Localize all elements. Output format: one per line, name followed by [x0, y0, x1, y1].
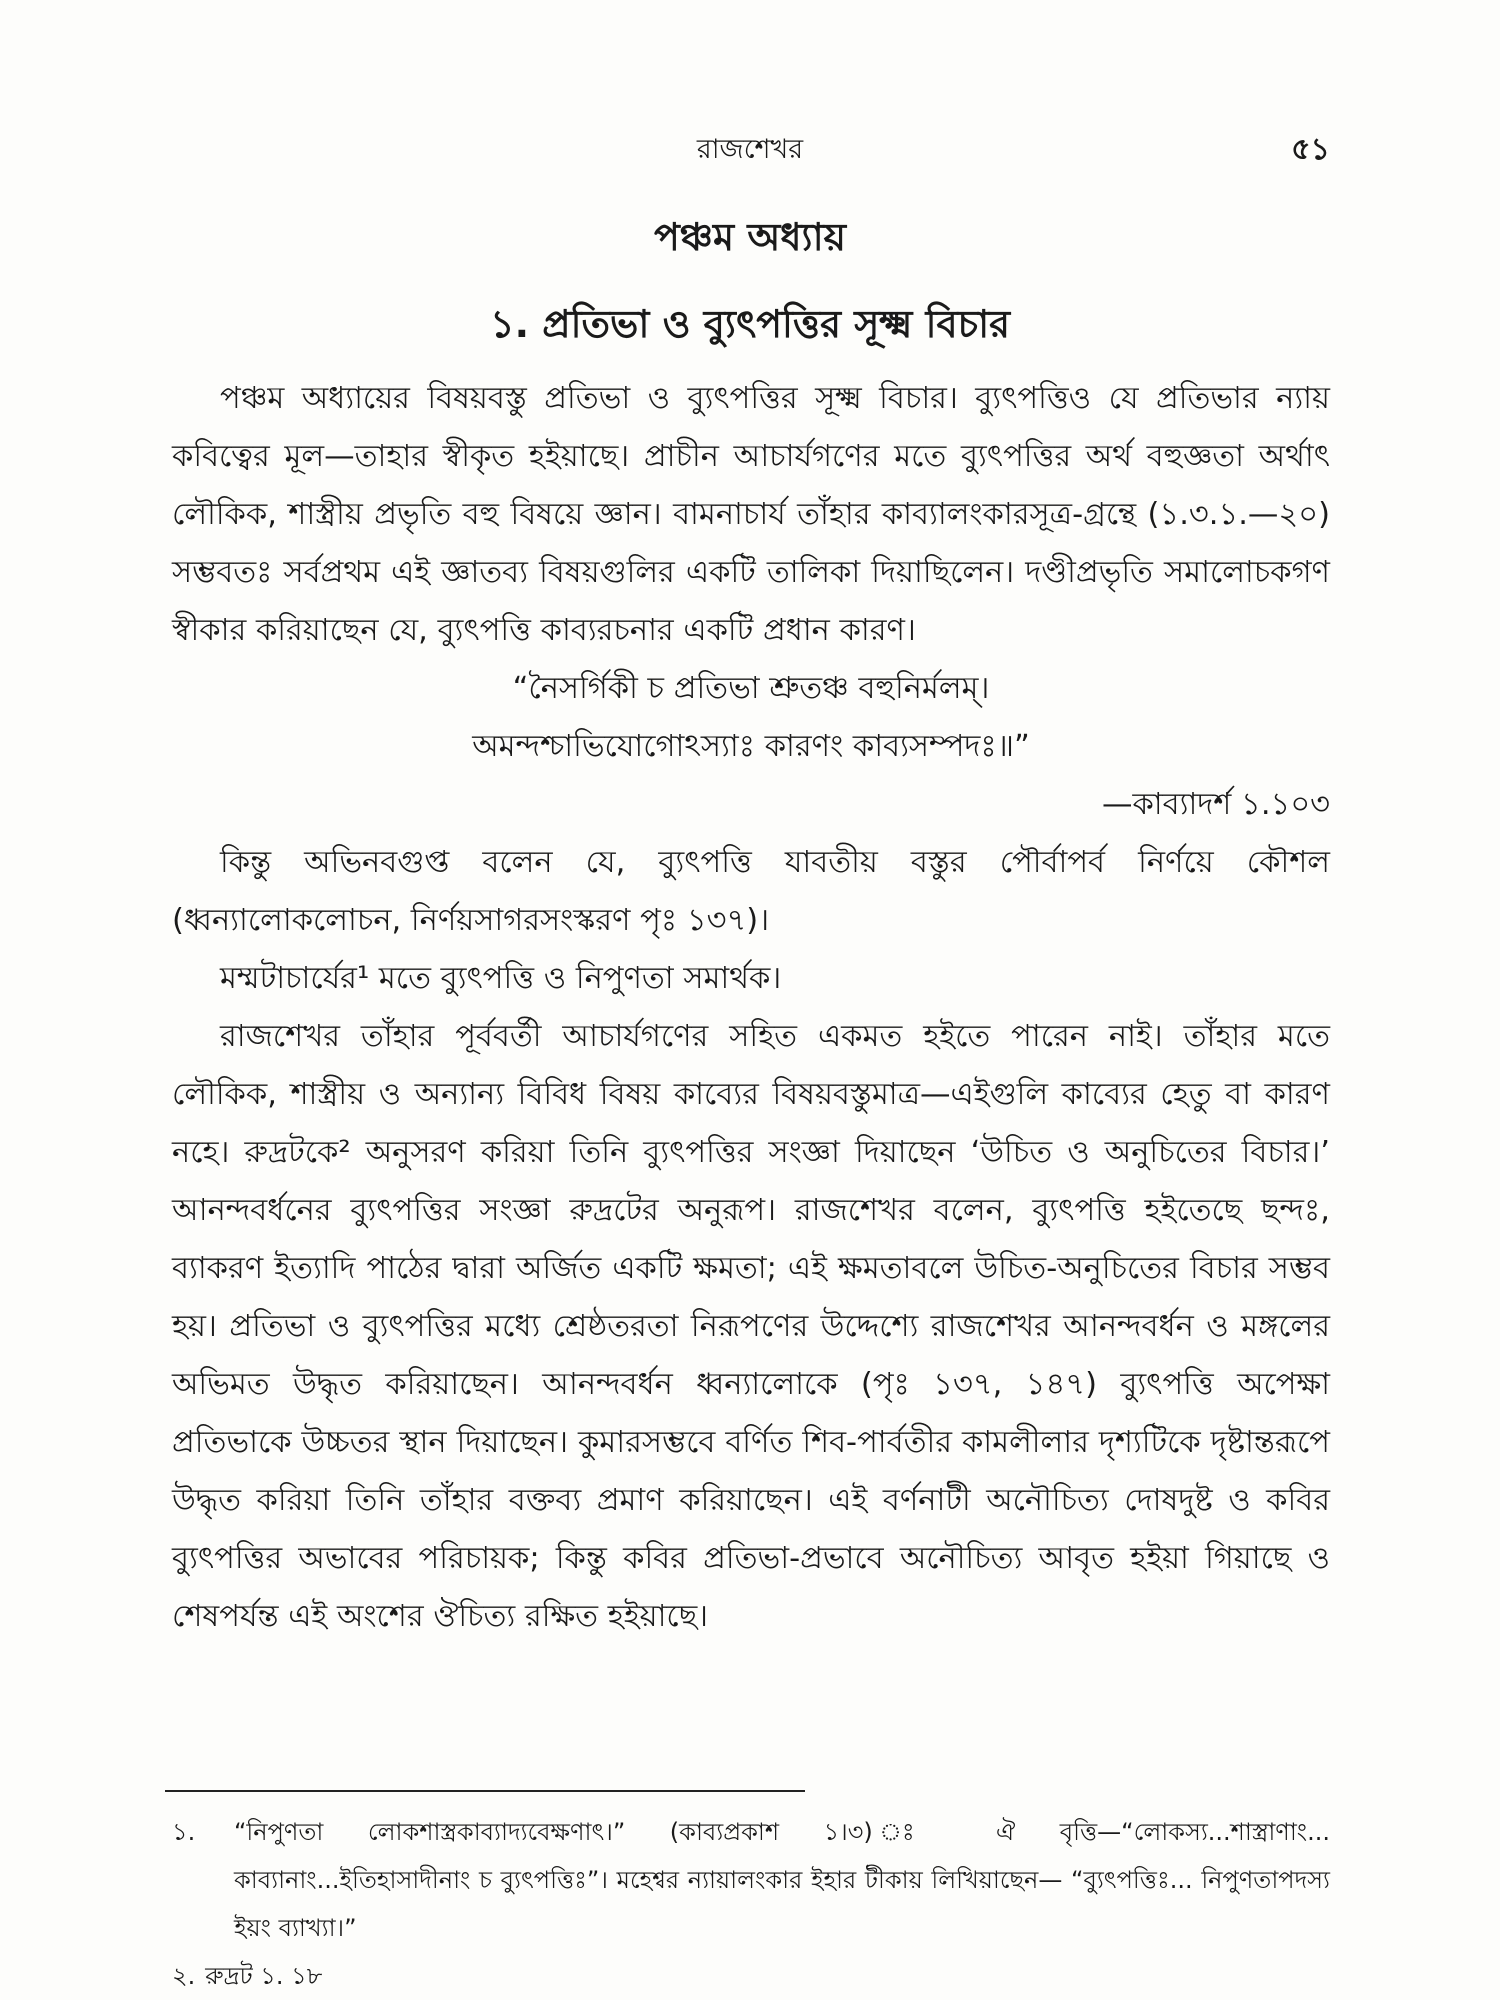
verse-line-2: অমন্দশ্চাভিযোগোঽস্যাঃ কারণং কাব্যসম্পদঃ॥”	[472, 729, 1030, 764]
paragraph-2: কিন্তু অভিনবগুপ্ত বলেন যে, ব্যুৎপত্তি যাবতীয় বস্তুর পৌর্বাপর্ব নির্ণয়ে কৌশল (ধ্বন্যালোকলোচন, নির্ণয়সাগরসংস্করণ পৃঃ ১৩৭)।	[172, 845, 1330, 938]
page-number: ৫১	[1291, 132, 1330, 167]
body-text	[172, 370, 1330, 1646]
footnote	[172, 1952, 1330, 2000]
running-title: রাজশেখর	[696, 134, 804, 165]
chapter-title: পঞ্চম অধ্যায়	[654, 215, 846, 259]
footnotes	[172, 1808, 1330, 2000]
footnote-text: রুদ্রট ১. ১৮	[205, 1962, 323, 1990]
verse-attribution: —কাব্যাদর্শ ১.১০৩	[1101, 787, 1330, 822]
footnote-number: ১.	[172, 1818, 196, 1846]
paragraph-1: পঞ্চম অধ্যায়ের বিষয়বস্তু প্রতিভা ও ব্যুৎপত্তির সূক্ষ্ম বিচার। ব্যুৎপত্তিও যে প্রতিভার ন্যায় কবিত্বের মূল—তাহার স্বীকৃত হইয়াছে। প্রাচীন আচার্যগণের মতে ব্যুৎপত্তির অর্থ বহুজ্ঞতা অর্থাৎ লৌকিক, শাস্ত্রীয় প্রভৃতি বহু বিষয়ে জ্ঞান। বামনাচার্য তাঁহার কাব্যালংকারসূত্র-গ্রন্থে (১.৩.১.—২০) সম্ভবতঃ সর্বপ্রথম এই জ্ঞাতব্য বিষয়গুলির একটি তালিকা দিয়াছিলেন। দণ্ডীপ্রভৃতি সমালোচকগণ স্বীকার করিয়াছেন যে, ব্যুৎপত্তি কাব্যরচনার একটি প্রধান কারণ।	[172, 381, 1330, 648]
footnote-number: ২.	[172, 1962, 196, 1990]
page-header	[170, 128, 1330, 172]
section-title: ১. প্রতিভা ও ব্যুৎপত্তির সূক্ষ্ম বিচার	[489, 302, 1011, 346]
footnote-text: “নিপুণতা লোকশাস্ত্রকাব্যাদ্যবেক্ষণাৎ।” (কাব্যপ্রকাশ ১।৩) ঃ ঐ বৃত্তি—“লোকস্য...শাস্ত্রাণাং... কাব্যানাং...ইতিহাসাদীনাং চ ব্যুৎপত্তিঃ”। মহেশ্বর ন্যায়ালংকার ইহার টীকায় লিখিয়াছেন— “ব্যুৎপত্তিঃ... নিপুণতাপদস্য ইয়ং ব্যাখ্যা।”	[234, 1818, 1330, 1942]
paragraph-3: মম্মটাচার্যের¹ মতে ব্যুৎপত্তি ও নিপুণতা সমার্থক।	[220, 961, 782, 996]
footnote-divider	[165, 1790, 805, 1792]
footnote	[172, 1808, 1330, 1952]
verse-line-1: “নৈসর্গিকী চ প্রতিভা শ্রুতঞ্চ বহুনির্মলম্।	[512, 671, 990, 706]
paragraph-4: রাজশেখর তাঁহার পূর্ববর্তী আচার্যগণের সহিত একমত হইতে পারেন নাই। তাঁহার মতে লৌকিক, শাস্ত্রীয় ও অন্যান্য বিবিধ বিষয় কাব্যের বিষয়বস্তুমাত্র—এইগুলি কাব্যের হেতু বা কারণ নহে। রুদ্রটকে² অনুসরণ করিয়া তিনি ব্যুৎপত্তির সংজ্ঞা দিয়াছেন ‘উচিত ও অনুচিতের বিচার।’ আনন্দবর্ধনের ব্যুৎপত্তির সংজ্ঞা রুদ্রটের অনুরূপ। রাজশেখর বলেন, ব্যুৎপত্তি হইতেছে ছন্দঃ, ব্যাকরণ ইত্যাদি পাঠের দ্বারা অর্জিত একটি ক্ষমতা; এই ক্ষমতাবলে উচিত-অনুচিতের বিচার সম্ভব হয়। প্রতিভা ও ব্যুৎপত্তির মধ্যে শ্রেষ্ঠতরতা নিরূপণের উদ্দেশ্যে রাজশেখর আনন্দবর্ধন ও মঙ্গলের অভিমত উদ্ধৃত করিয়াছেন। আনন্দবর্ধন ধ্বন্যালোকে (পৃঃ ১৩৭, ১৪৭) ব্যুৎপত্তি অপেক্ষা প্রতিভাকে উচ্চতর স্থান দিয়াছেন। কুমারসম্ভবে বর্ণিত শিব-পার্বতীর কামলীলার দৃশ্যটিকে দৃষ্টান্তরূপে উদ্ধৃত করিয়া তিনি তাঁহার বক্তব্য প্রমাণ করিয়াছেন। এই বর্ণনাটী অনৌচিত্য দোষদুষ্ট ও কবির ব্যুৎপত্তির অভাবের পরিচায়ক; কিন্তু কবির প্রতিভা-প্রভাবে অনৌচিত্য আবৃত হইয়া গিয়াছে ও শেষপর্যন্ত এই অংশের ঔচিত্য রক্ষিত হইয়াছে।	[172, 1019, 1330, 1634]
